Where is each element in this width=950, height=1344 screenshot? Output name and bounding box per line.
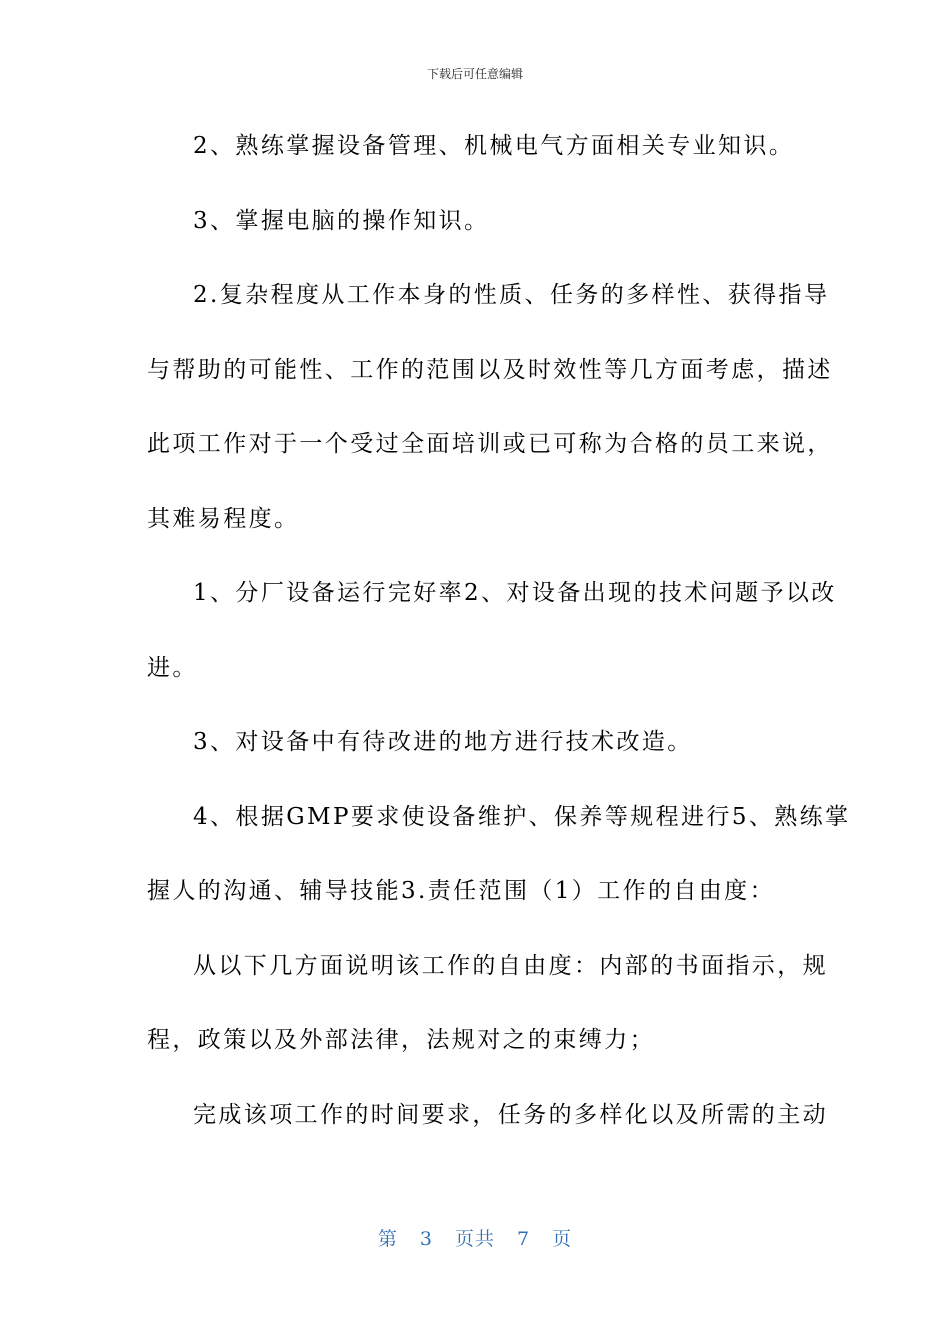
current-page-number: 3 (419, 1228, 433, 1250)
paragraph-line: 程，政策以及外部法律，法规对之的束缚力； (147, 1027, 655, 1053)
paragraph-line: 4、根据GMP要求使设备维护、保养等规程进行5、熟练掌 (193, 803, 851, 830)
paragraph-line: 其难易程度。 (147, 505, 300, 532)
document-body (147, 126, 851, 1169)
paragraph-line: 从以下几方面说明该工作的自由度：内部的书面指示，规 (193, 952, 828, 979)
paragraph-line: 完成该项工作的时间要求，任务的多样化以及所需的主动 (193, 1101, 828, 1128)
paragraph-line: 进。 (147, 654, 198, 681)
paragraph-line: 与帮助的可能性、工作的范围以及时效性等几方面考虑，描述 (147, 356, 833, 383)
footer-suffix: 页 (552, 1228, 573, 1250)
paragraph-line: 此项工作对于一个受过全面培训或已可称为合格的员工来说， (147, 431, 833, 457)
footer-prefix: 第 (377, 1228, 398, 1250)
paragraph-line: 1、分厂设备运行完好率2、对设备出现的技术问题予以改 (193, 580, 837, 606)
page-header: 下载后可任意编辑 (426, 67, 523, 81)
paragraph-line: 3、对设备中有待改进的地方进行技术改造。 (193, 729, 693, 755)
paragraph-line: 2.复杂程度从工作本身的性质、任务的多样性、获得指导 (193, 282, 830, 308)
page-footer (0, 1226, 950, 1252)
paragraph-line: 握人的沟通、辅导技能3.责任范围（1）工作的自由度： (147, 878, 775, 904)
footer-middle: 页共 (454, 1228, 495, 1250)
paragraph-line: 3、掌握电脑的操作知识。 (193, 207, 490, 234)
total-pages-number: 7 (517, 1228, 531, 1250)
paragraph-line: 2、熟练掌握设备管理、机械电气方面相关专业知识。 (193, 133, 795, 159)
